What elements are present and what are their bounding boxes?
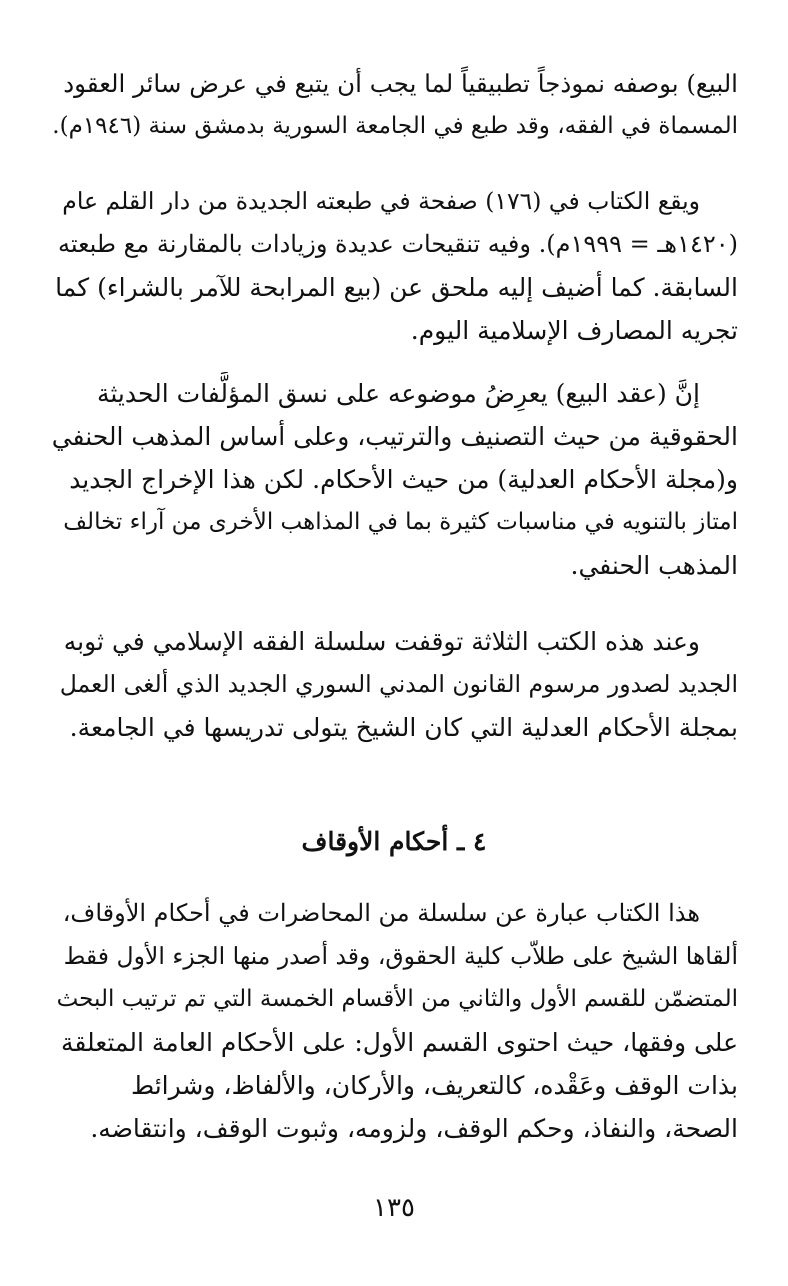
section-heading: ٤ ـ أحكام الأوقاف [301,827,487,856]
paragraph-line: المذهب الحنفي. [570,551,738,580]
paragraph-line: ألقاها الشيخ على طلاّب كلية الحقوق، وقد أصدر منها الجزء الأول فقط [63,942,738,970]
paragraph-line: الحقوقية من حيث التصنيف والترتيب، وعلى أساس المذهب الحنفي [51,422,738,451]
paragraph-2 [50,180,738,352]
paragraph-line: هذا الكتاب عبارة عن سلسلة من المحاضرات في أحكام الأوقاف، [62,899,700,927]
page-number: ١٣٥ [373,1193,415,1223]
paragraph-line: بذات الوقف وعَقْده، كالتعريف، والأركان، والألفاظ، وشرائط [130,1071,738,1100]
paragraph-line: البيع) بوصفه نموذجاً تطبيقياً لما يجب أن يتبع في عرض سائر العقود [63,69,738,98]
paragraph-line: (١٤٢٠هـ = ١٩٩٩م). وفيه تنقيحات عديدة وزيادات بالمقارنة مع طبعته [57,230,738,258]
section-paragraph [50,892,738,1150]
paragraph-line: الجديد لصدور مرسوم القانون المدني السوري الجديد الذي ألغى العمل [59,670,738,698]
paragraph-line: وعند هذه الكتب الثلاثة توقفت سلسلة الفقه الإسلامي في ثوبه [63,627,700,656]
paragraph-line: على وفقها، حيث احتوى القسم الأول: على الأحكام العامة المتعلقة [61,1028,738,1057]
paragraph-4 [50,620,738,749]
paragraph-line: و(مجلة الأحكام العدلية) من حيث الأحكام. لكن هذا الإخراج الجديد [69,465,738,494]
paragraph-line: المسماة في الفقه، وقد طبع في الجامعة السورية بدمشق سنة (١٩٤٦م). [52,113,738,139]
paragraph-line: المتضمّن للقسم الأول والثاني من الأقسام الخمسة التي تم ترتيب البحث [56,986,738,1012]
paragraph-line: تجريه المصارف الإسلامية اليوم. [410,316,738,345]
paragraph-line: بمجلة الأحكام العدلية التي كان الشيخ يتولى تدريسها في الجامعة. [69,713,738,742]
paragraph-line: ويقع الكتاب في (١٧٦) صفحة في طبعته الجديدة من دار القلم عام [62,187,700,215]
paragraph-1 [50,62,738,148]
paragraph-line: إنَّ (عقد البيع) يعرِضُ موضوعه على نسق المؤلَّفات الحديثة [96,379,700,408]
paragraph-3 [50,372,738,587]
paragraph-line: السابقة. كما أضيف إليه ملحق عن (بيع المرابحة للآمر بالشراء) كما [55,273,738,302]
paragraph-line: امتاز بالتنويه في مناسبات كثيرة بما في المذاهب الأخرى من آراء تخالف [63,509,738,535]
paragraph-line: الصحة، والنفاذ، وحكم الوقف، ولزومه، وثبوت الوقف، وانتقاضه. [90,1114,738,1143]
